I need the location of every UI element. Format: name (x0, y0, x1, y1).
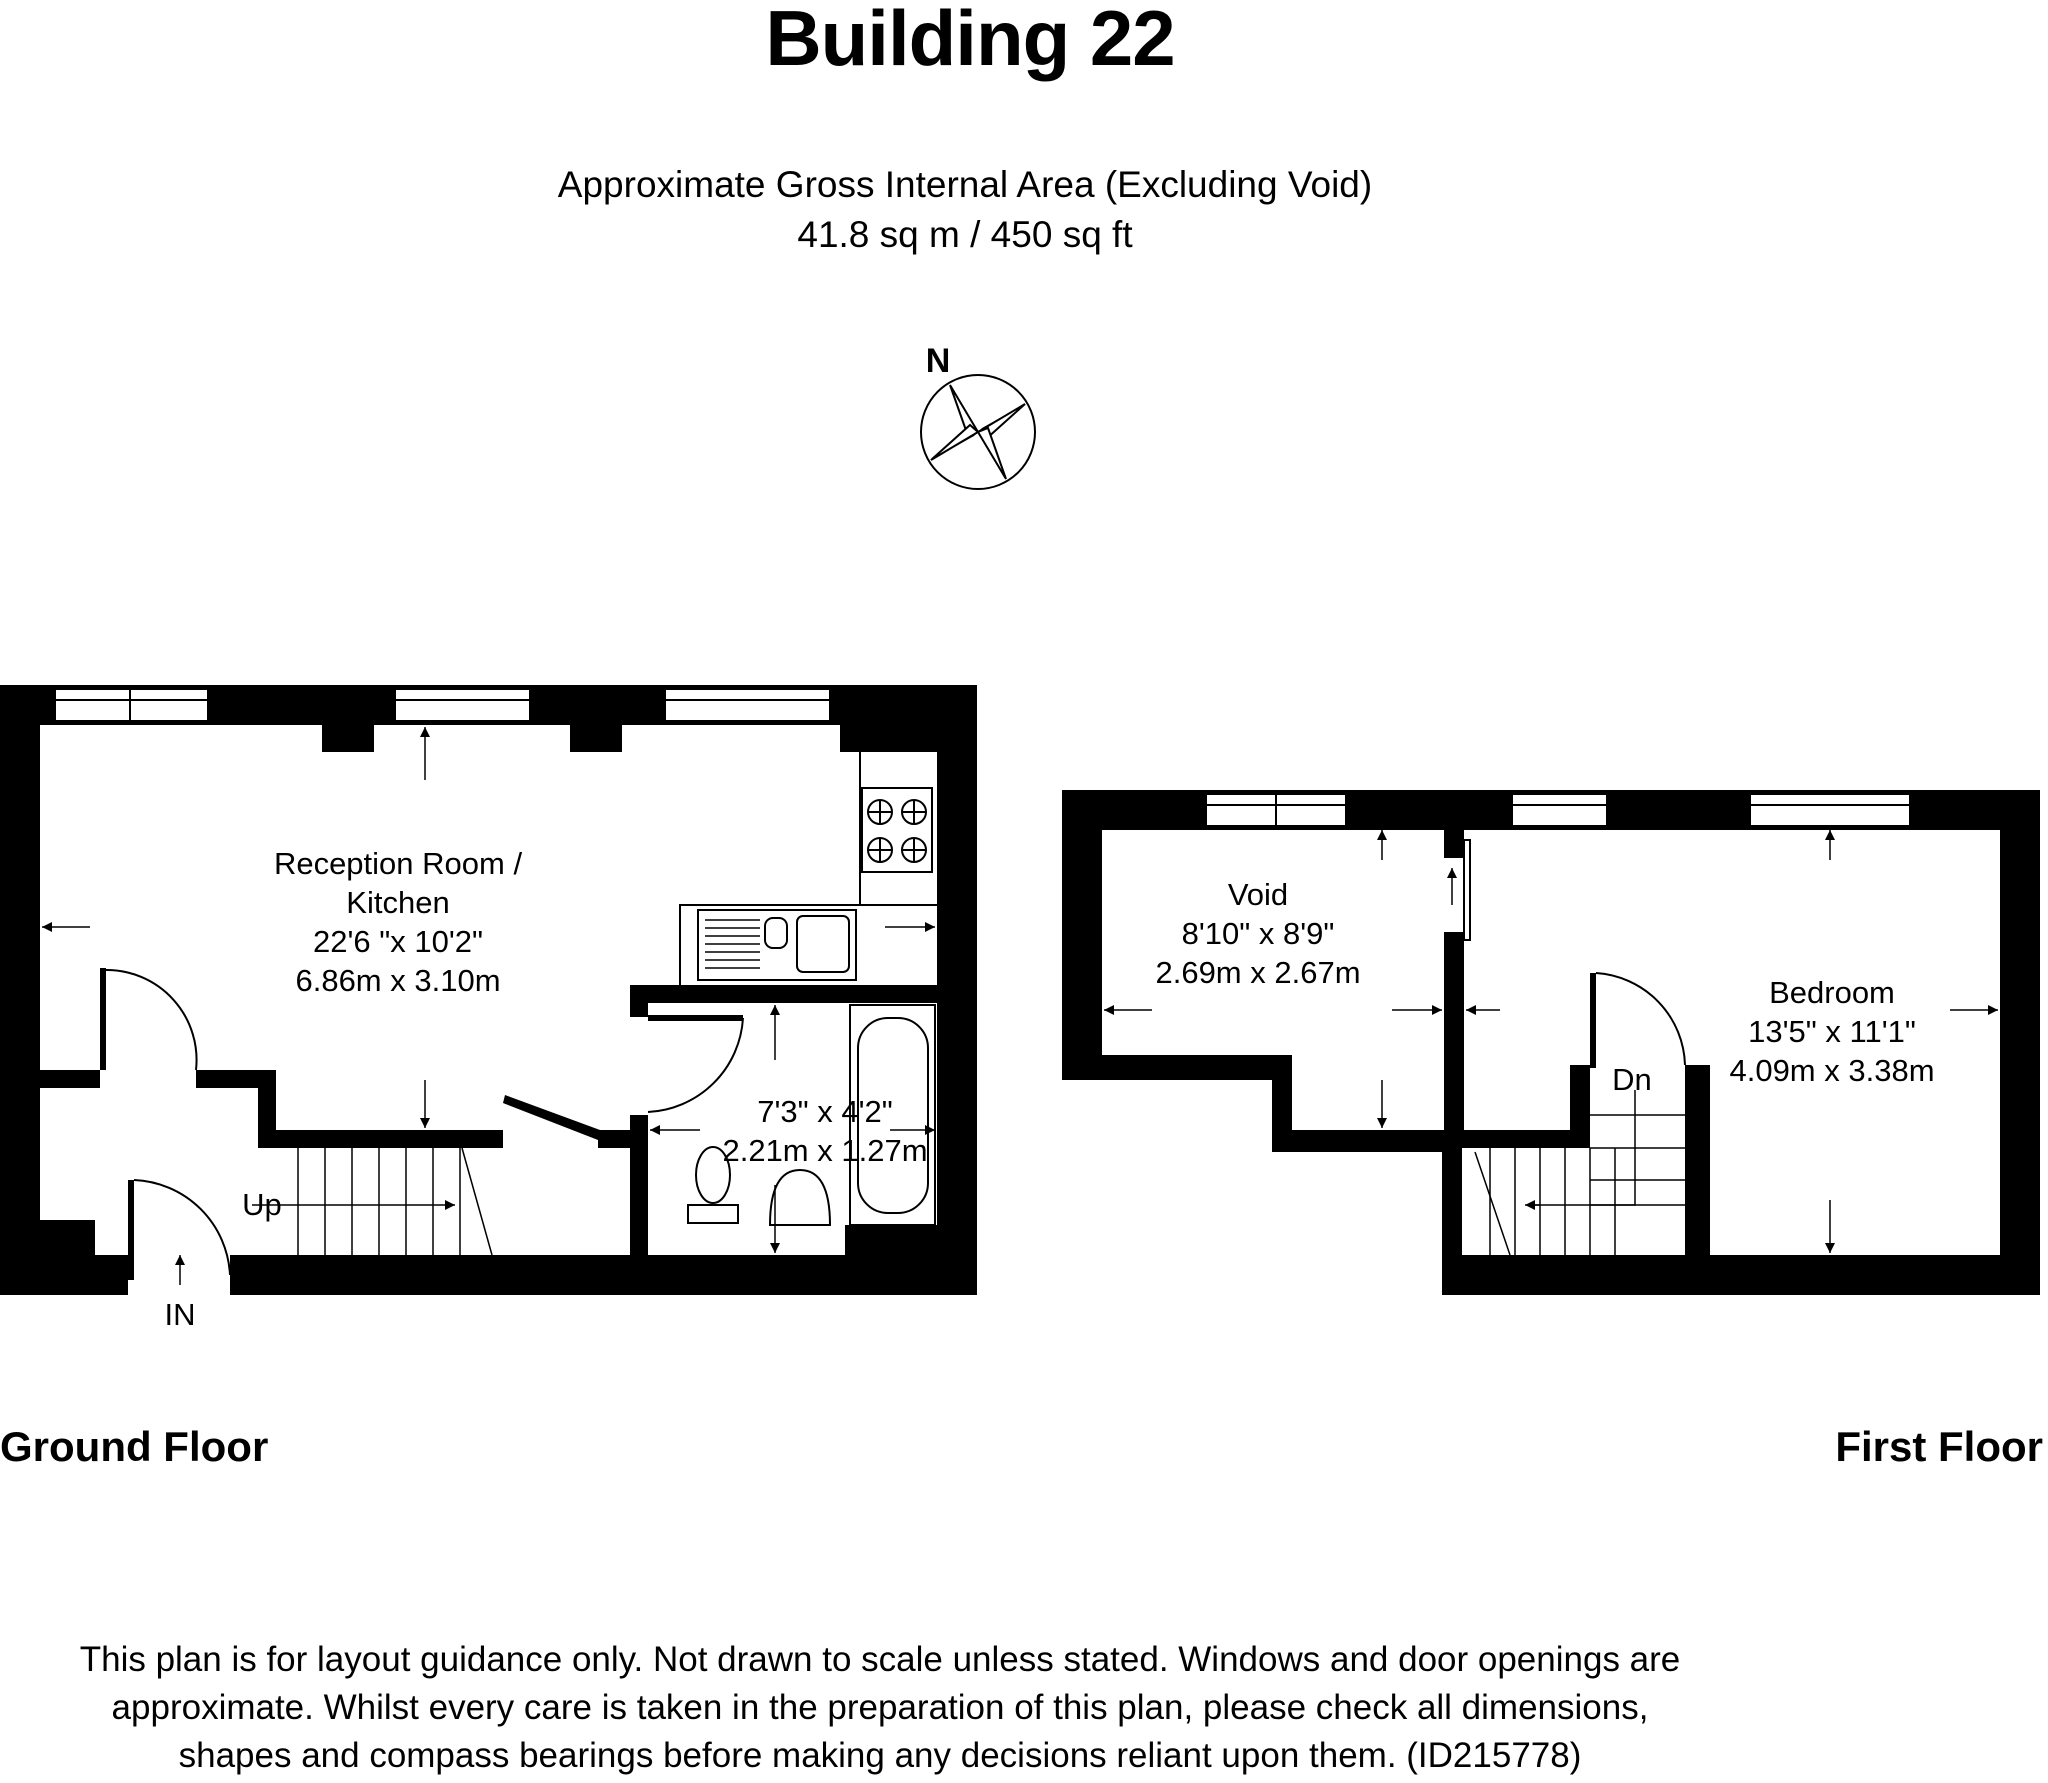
ground-floor-plan (0, 685, 977, 1332)
bathroom-imperial: 7'3" x 4'2" (757, 1094, 893, 1129)
compass-icon (921, 342, 1035, 489)
bedroom-imperial: 13'5" x 11'1" (1748, 1014, 1916, 1049)
first-floor-plan (1062, 790, 2040, 1295)
void-name: Void (1227, 877, 1289, 912)
reception-room-imperial: 22'6 "x 10'2" (312, 924, 484, 959)
bathroom-metric: 2.21m x 1.27m (722, 1133, 928, 1168)
disclaimer-line-3: shapes and compass bearings before making any decisions reliant upon them. (ID215778) (178, 1736, 1582, 1775)
gross-area-label: Approximate Gross Internal Area (Excluding Void) (557, 164, 1373, 205)
void-metric: 2.69m x 2.67m (1155, 955, 1361, 990)
disclaimer-line-1: This plan is for layout guidance only. Not drawn to scale unless stated. Windows and door openings are (79, 1640, 1681, 1679)
first-stairs-label: Dn (1612, 1062, 1652, 1097)
disclaimer (0, 1636, 1760, 1780)
first-floor-label: First Floor (1835, 1423, 2043, 1470)
entrance-label: IN (164, 1297, 196, 1332)
bedroom-metric: 4.09m x 3.38m (1729, 1053, 1935, 1088)
ground-floor-label: Ground Floor (0, 1423, 269, 1470)
gross-area-value: 41.8 sq m / 450 sq ft (797, 214, 1133, 255)
bedroom-name: Bedroom (1769, 975, 1895, 1010)
void-imperial: 8'10" x 8'9" (1181, 916, 1335, 951)
plan-title: Building 22 (765, 0, 1175, 82)
reception-room-metric: 6.86m x 3.10m (295, 963, 501, 998)
disclaimer-line-2: approximate. Whilst every care is taken in the preparation of this plan, please check all dimensions, (111, 1688, 1649, 1727)
compass-north-label: N (925, 342, 951, 380)
reception-room-name-line1: Reception Room / (273, 846, 523, 881)
ground-stairs-label: Up (242, 1187, 282, 1222)
reception-room-name-line2: Kitchen (346, 885, 450, 920)
